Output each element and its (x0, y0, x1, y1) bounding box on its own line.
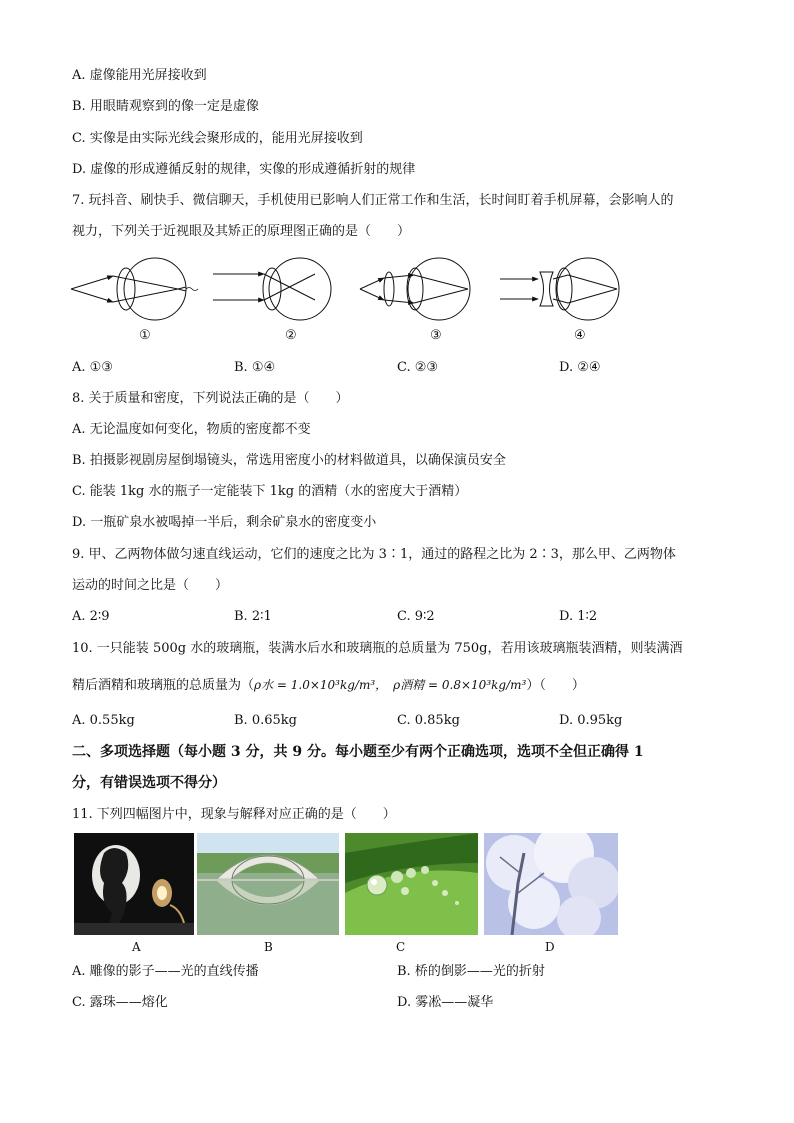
q10-option-b: B. 0.65kg (234, 713, 297, 728)
photo-c-dew-drops (345, 833, 478, 935)
q8-stem: 8. 关于质量和密度，下列说法正确的是（ ） (72, 391, 349, 406)
q9-stem-line1: 9. 甲、乙两物体做匀速直线运动，它们的速度之比为 3∶1，通过的路程之比为 2∶3，那么甲、乙两物体 (72, 547, 676, 562)
q7-option-c: C. ②③ (397, 360, 439, 375)
section2-heading-line2: 分，有错误选项不得分） (72, 775, 226, 791)
q10-option-a: A. 0.55kg (72, 713, 135, 728)
q6-option-a: A. 虚像能用光屏接收到 (72, 68, 207, 83)
q7-option-a: A. ①③ (72, 360, 113, 375)
figure-3-eye (360, 258, 470, 320)
q10-stem-suffix: ）（ ） (526, 678, 585, 693)
q10-stem-line2 (72, 676, 585, 695)
rho-alcohol-formula: ρ酒精 = 0.8×10³kg/m³ (393, 678, 527, 692)
q8-option-c: C. 能装 1kg 水的瓶子一定能装下 1kg 的酒精（水的密度大于酒精） (72, 484, 468, 499)
figure-label-2: ② (285, 328, 297, 343)
q6-option-b: B. 用眼睛观察到的像一定是虚像 (72, 99, 259, 114)
q10-stem-line1: 10. 一只能装 500g 水的玻璃瓶，装满水后水和玻璃瓶的总质量为 750g，若用该玻璃瓶装酒精，则装满酒 (72, 641, 683, 656)
q9-option-b: B. 2∶1 (234, 609, 272, 624)
photo-d-rime (484, 833, 618, 935)
section2-heading-line1: 二、多项选择题（每小题 3 分，共 9 分。每小题至少有两个正确选项，选项不全但正确得 1 (72, 744, 644, 760)
q11-option-b: B. 桥的倒影——光的折射 (397, 964, 545, 979)
figure-2-eye (213, 258, 331, 320)
q6-option-c: C. 实像是由实际光线会聚形成的，能用光屏接收到 (72, 131, 363, 146)
q6-option-d: D. 虚像的形成遵循反射的规律，实像的形成遵循折射的规律 (72, 162, 416, 177)
q7-option-d: D. ②④ (559, 360, 601, 375)
q8-option-d: D. 一瓶矿泉水被喝掉一半后，剩余矿泉水的密度变小 (72, 515, 377, 530)
figure-label-3: ③ (430, 328, 442, 343)
q11-option-d: D. 雾凇——凝华 (397, 995, 494, 1010)
rho-water-formula: ρ水 = 1.0×10³kg/m³， (254, 678, 388, 692)
photo-c-caption: C (396, 940, 406, 954)
q9-option-a: A. 2∶9 (72, 609, 110, 624)
q10-stem-prefix: 精后酒精和玻璃瓶的总质量为（ (72, 678, 255, 693)
q10-option-d: D. 0.95kg (559, 713, 623, 728)
q11-option-c: C. 露珠——熔化 (72, 995, 168, 1010)
q8-option-a: A. 无论温度如何变化，物质的密度都不变 (72, 422, 311, 437)
q10-option-c: C. 0.85kg (397, 713, 460, 728)
q8-option-b: B. 拍摄影视剧房屋倒塌镜头，常选用密度小的材料做道具，以确保演员安全 (72, 453, 506, 468)
photo-b-caption: B (264, 940, 273, 954)
figure-4-eye (500, 258, 619, 320)
q11-option-a: A. 雕像的影子——光的直线传播 (72, 964, 259, 979)
eye-optics-diagrams (68, 256, 638, 328)
photo-a-caption: A (132, 940, 141, 954)
q9-stem-line2: 运动的时间之比是（ ） (72, 578, 229, 593)
figure-1-eye (71, 258, 198, 320)
q7-option-b: B. ①④ (234, 360, 276, 375)
photo-b-bridge-reflection (197, 833, 339, 935)
figure-label-1: ① (139, 328, 151, 343)
photo-d-caption: D (545, 940, 555, 954)
q9-option-d: D. 1∶2 (559, 609, 598, 624)
photo-a-statue-shadow (74, 833, 194, 935)
q7-stem-line2: 视力，下列关于近视眼及其矫正的原理图正确的是（ ） (72, 224, 411, 239)
q9-option-c: C. 9∶2 (397, 609, 435, 624)
q11-stem: 11. 下列四幅图片中，现象与解释对应正确的是（ ） (72, 807, 396, 822)
figure-label-4: ④ (574, 328, 586, 343)
q7-stem-line1: 7. 玩抖音、刷快手、微信聊天，手机使用已影响人们正常工作和生活，长时间盯着手机屏幕，会影响人的 (72, 193, 674, 208)
